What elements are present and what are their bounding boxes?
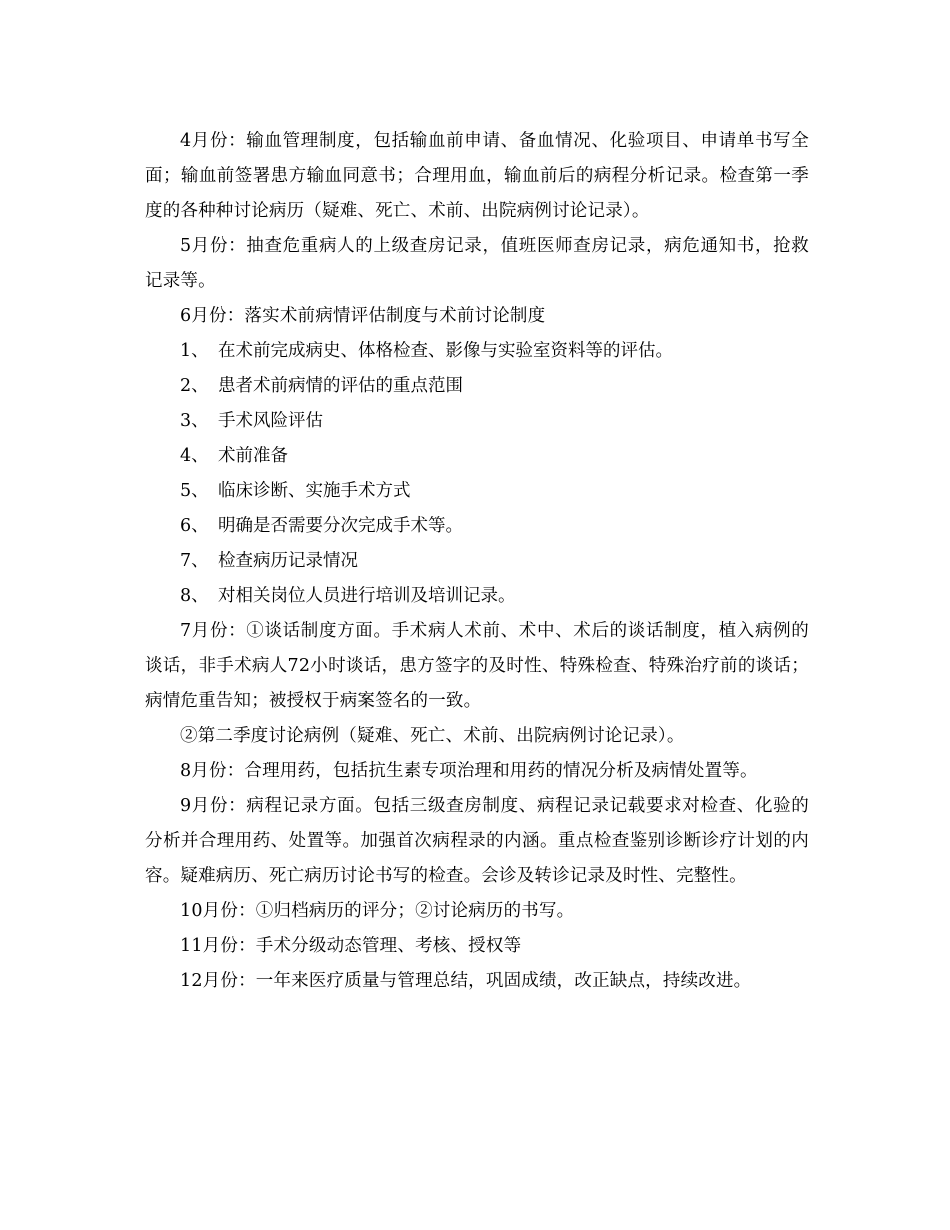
paragraph-october: 10月份：①归档病历的评分；②讨论病历的书写。	[180, 901, 575, 921]
document-body	[145, 124, 809, 999]
list-item	[145, 439, 809, 474]
list-item	[145, 369, 809, 404]
paragraph-august: 8月份：合理用药，包括抗生素专项治理和用药的情况分析及病情处置等。	[180, 761, 758, 781]
list-item-text: 检查病历记录情况	[218, 551, 358, 571]
list-item-text: 明确是否需要分次完成手术等。	[218, 516, 463, 536]
paragraph-july: 7月份：①谈话制度方面。手术病人术前、术中、术后的谈话制度，植入病例的谈话，非手术病人72小时谈话，患方签字的及时性、特殊检查、特殊治疗前的谈话；病情危重告知；被授权于病案签名的一致。	[145, 621, 809, 711]
list-item	[145, 474, 809, 509]
list-item-number: 6、	[180, 516, 209, 536]
paragraph-november: 11月份：手术分级动态管理、考核、授权等	[180, 936, 522, 956]
list-item-text: 临床诊断、实施手术方式	[218, 481, 411, 501]
list-item	[145, 544, 809, 579]
paragraph-june: 6月份：落实术前病情评估制度与术前讨论制度	[180, 306, 546, 326]
list-item-number: 1、	[180, 341, 209, 361]
paragraph-july-part2: ②第二季度讨论病例（疑难、死亡、术前、出院病例讨论记录）。	[180, 726, 685, 746]
list-item	[145, 334, 809, 369]
list-item	[145, 509, 809, 544]
list-item-text: 患者术前病情的评估的重点范围	[218, 376, 463, 396]
list-item-text: 术前准备	[218, 446, 288, 466]
list-item-number: 4、	[180, 446, 209, 466]
list-item-number: 3、	[180, 411, 209, 431]
list-item-number: 2、	[180, 376, 209, 396]
list-item-text: 对相关岗位人员进行培训及培训记录。	[218, 586, 516, 606]
june-checklist	[145, 334, 809, 614]
paragraph-may: 5月份：抽查危重病人的上级查房记录，值班医师查房记录，病危通知书，抢救记录等。	[145, 236, 809, 291]
list-item-number: 7、	[180, 551, 209, 571]
list-item-number: 5、	[180, 481, 209, 501]
paragraph-september: 9月份：病程记录方面。包括三级查房制度、病程记录记载要求对检查、化验的分析并合理用药、处置等。加强首次病程录的内涵。重点检查鉴别诊断诊疗计划的内容。疑难病历、死亡病历讨论书写的检查。会诊及转诊记录及时性、完整性。	[145, 796, 809, 886]
list-item-text: 手术风险评估	[218, 411, 323, 431]
list-item	[145, 404, 809, 439]
list-item	[145, 579, 809, 614]
list-item-number: 8、	[180, 586, 209, 606]
list-item-text: 在术前完成病史、体格检查、影像与实验室资料等的评估。	[218, 341, 673, 361]
paragraph-december: 12月份：一年来医疗质量与管理总结，巩固成绩，改正缺点，持续改进。	[180, 971, 752, 991]
paragraph-april: 4月份：输血管理制度，包括输血前申请、备血情况、化验项目、申请单书写全面；输血前签署患方输血同意书；合理用血，输血前后的病程分析记录。检查第一季度的各种种讨论病历（疑难、死亡、术前、出院病例讨论记录）。	[145, 131, 809, 221]
